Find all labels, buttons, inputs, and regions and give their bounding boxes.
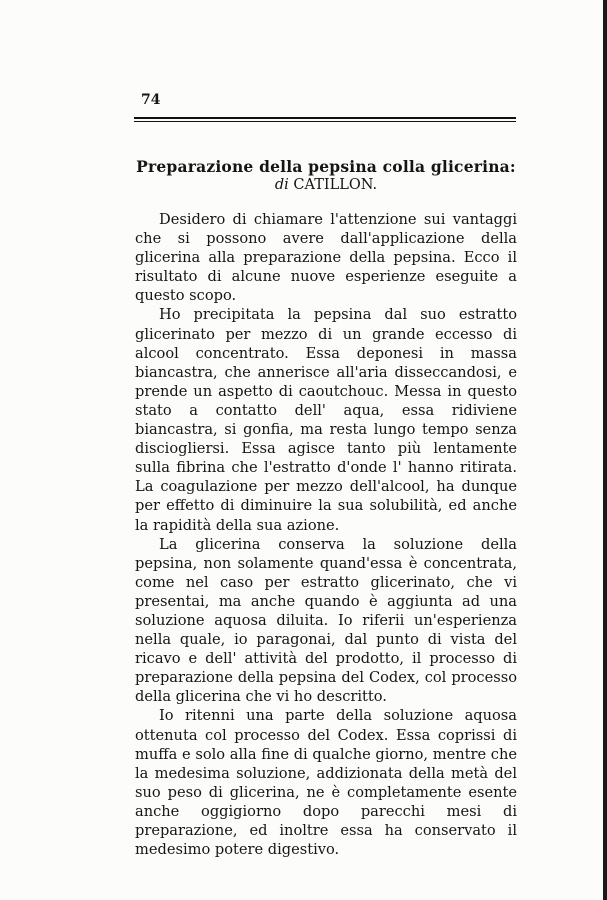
page-number: 74	[141, 92, 161, 108]
header-rule-thick	[134, 117, 516, 119]
paragraph: Io ritenni una parte della soluzione aquosa ottenuta col processo del Codex. Essa coprissi di muffa e solo alla fine di qualche giorno, mentre che la medesima soluzione, addizionata della metà del suo peso di glicerina, ne è completamente esente anche oggigiorno dopo parecchi mesi di preparazione, ed inoltre essa ha conservato il medesimo potere digestivo.	[135, 707, 517, 859]
paragraph: La glicerina conserva la soluzione della pepsina, non solamente quand'essa è concentrata, come nel caso per estratto glicerinato, che vi presentai, ma anche quando è aggiunta ad una soluzione aquosa diluita. Io riferii un'esperienza nella quale, io paragonai, dal punto di vista del ricavo e dell' attività del prodotto, il processo di preparazione della pepsina del Codex, col processo della glicerina che vi ho descritto.	[135, 535, 517, 706]
header-rule-thin	[134, 121, 516, 122]
byline-prefix: di	[274, 177, 289, 193]
paragraph: Desidero di chiamare l'attenzione sui vantaggi che si possono avere dall'applicazione della glicerina alla preparazione della pepsina. Ecco il risultato di alcune nuove esperienze eseguite a questo scopo.	[135, 211, 517, 305]
article-title: Preparazione della pepsina colla glicerina:	[136, 157, 516, 176]
byline-author: CATILLON.	[293, 177, 378, 193]
paragraph: Ho precipitata la pepsina dal suo estratto glicerinato per mezzo di un grande eccesso di alcool concentrato. Essa deponesi in massa biancastra, che annerisce all'aria disseccandosi, e prende un aspetto di caoutchouc. Messa in questo stato a contatto dell' aqua, essa ridiviene biancastra, si gonfia, ma resta lungo tempo senza disciogliersi. Essa agisce tanto più lentamente sulla fibrina che l'estratto d'onde l' hanno ritirata. La coagulazione per mezzo dell'alcool, ha dunque per effetto di diminuire la sua solubilità, ed anche la rapidità della sua azione.	[135, 306, 517, 534]
scan-edge	[603, 0, 607, 900]
article-body	[135, 210, 517, 859]
article-byline	[133, 177, 519, 193]
